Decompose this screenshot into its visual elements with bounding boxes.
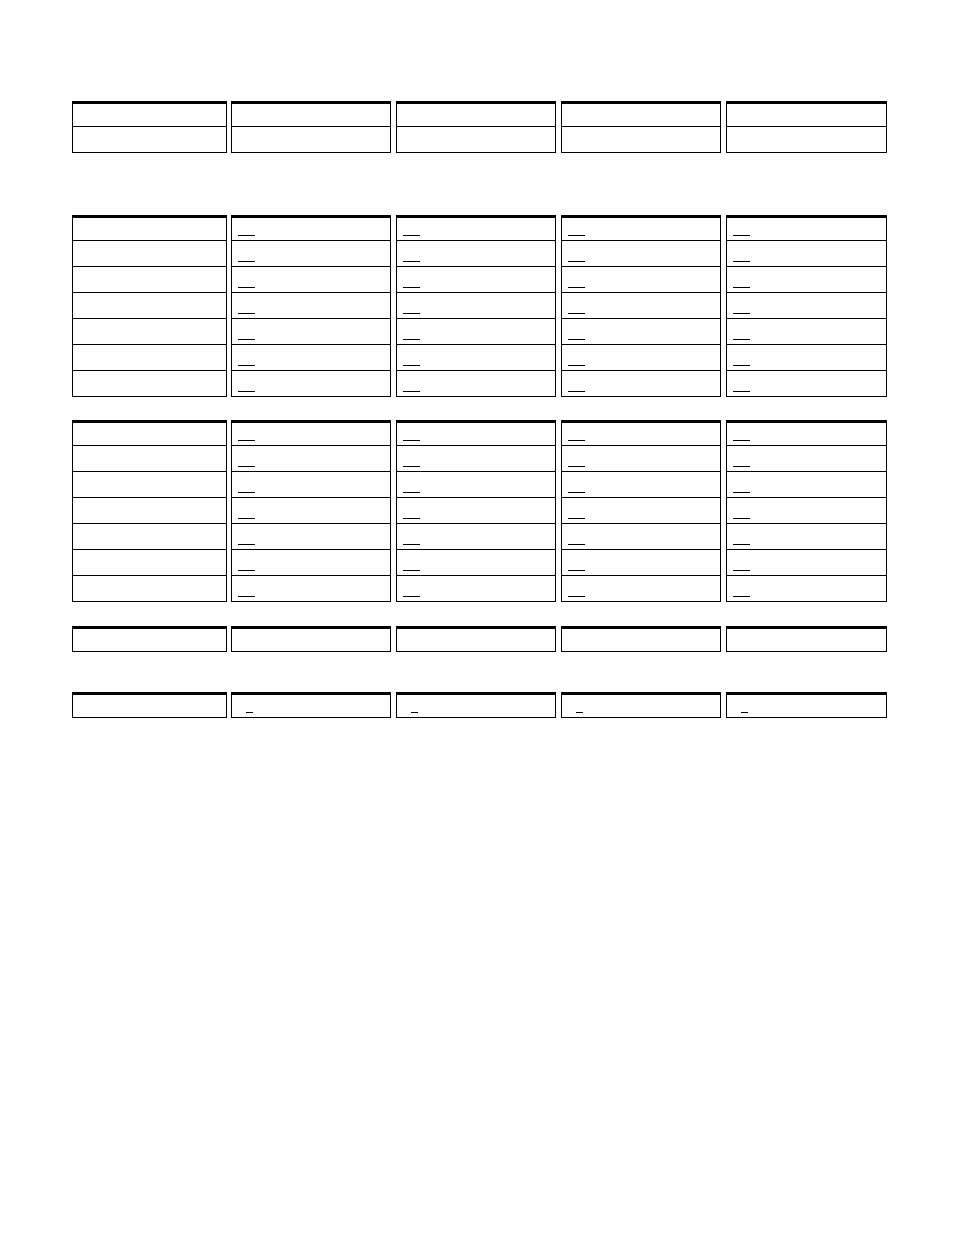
fill-blank [403,570,420,571]
table-cell [726,127,887,153]
fill-blank [238,261,255,262]
fill-blank [403,492,420,493]
table-cell [561,293,721,319]
table-cell [396,524,556,550]
table-row [72,127,887,153]
fill-blank [403,287,420,288]
fill-blank [238,287,255,288]
fill-blank [403,235,420,236]
table-row [72,550,887,576]
table-cell [72,215,227,241]
fill-blank [568,466,585,467]
table-cell [396,241,556,267]
fill-blank [238,570,255,571]
table-cell [72,692,227,718]
fill-blank [733,596,750,597]
table-row [72,345,887,371]
table-cell [72,524,227,550]
table-cell [231,293,391,319]
fill-blank [238,440,255,441]
table-row [72,692,887,718]
fill-blank [733,391,750,392]
table-cell [231,524,391,550]
table-cell [72,267,227,293]
fill-blank [238,518,255,519]
table-cell [231,267,391,293]
table-cell [726,692,887,718]
table-cell [396,550,556,576]
fill-blank [733,261,750,262]
table-row [72,215,887,241]
table-5 [72,692,887,718]
table-cell [561,319,721,345]
table-cell [561,692,721,718]
table-cell [72,576,227,602]
table-cell [72,319,227,345]
table-cell [396,371,556,397]
table-cell [726,472,887,498]
table-row [72,626,887,652]
table-cell [726,267,887,293]
table-cell [561,550,721,576]
table-cell [726,524,887,550]
fill-blank [733,339,750,340]
fill-blank [411,712,418,713]
fill-blank [733,518,750,519]
table-cell [561,241,721,267]
fill-blank [568,261,585,262]
fill-blank [733,492,750,493]
table-cell [561,626,721,652]
table-cell [396,498,556,524]
table-cell [396,319,556,345]
table-cell [72,446,227,472]
table-cell [396,692,556,718]
fill-blank [403,440,420,441]
fill-blank [403,544,420,545]
table-cell [726,550,887,576]
table-cell [231,692,391,718]
table-cell [561,524,721,550]
table-row [72,241,887,267]
fill-blank [568,518,585,519]
table-cell [72,345,227,371]
table-cell [561,371,721,397]
table-cell [72,241,227,267]
table-cell [231,371,391,397]
table-cell [396,345,556,371]
table-cell [396,472,556,498]
fill-blank [733,365,750,366]
table-1 [72,101,887,153]
table-cell [726,101,887,127]
table-cell [561,101,721,127]
table-cell [72,498,227,524]
table-cell [231,498,391,524]
table-row [72,293,887,319]
fill-blank [568,391,585,392]
table-2 [72,215,887,397]
fill-blank [568,365,585,366]
table-row [72,576,887,602]
fill-blank [403,466,420,467]
table-cell [396,267,556,293]
fill-blank [733,570,750,571]
fill-blank [733,287,750,288]
table-cell [561,127,721,153]
table-cell [231,215,391,241]
table-cell [726,241,887,267]
table-row [72,101,887,127]
fill-blank [568,596,585,597]
table-cell [72,420,227,446]
table-cell [561,498,721,524]
table-row [72,319,887,345]
fill-blank [238,492,255,493]
table-cell [726,371,887,397]
table-cell [231,550,391,576]
fill-blank [568,492,585,493]
table-row [72,498,887,524]
fill-blank [733,544,750,545]
table-cell [231,472,391,498]
table-cell [726,498,887,524]
table-cell [726,420,887,446]
table-cell [231,420,391,446]
fill-blank [238,313,255,314]
fill-blank [733,235,750,236]
table-cell [396,127,556,153]
table-cell [72,293,227,319]
fill-blank [733,313,750,314]
table-cell [231,576,391,602]
table-row [72,446,887,472]
fill-blank [238,365,255,366]
fill-blank [238,466,255,467]
fill-blank [238,339,255,340]
fill-blank [403,596,420,597]
table-cell [726,446,887,472]
table-cell [396,420,556,446]
table-cell [561,576,721,602]
table-cell [72,101,227,127]
table-cell [726,626,887,652]
table-cell [231,101,391,127]
table-cell [231,626,391,652]
table-row [72,420,887,446]
table-row [72,524,887,550]
table-cell [396,446,556,472]
fill-blank [576,712,583,713]
fill-blank [403,391,420,392]
table-cell [726,576,887,602]
fill-blank [733,440,750,441]
fill-blank [403,365,420,366]
fill-blank [568,339,585,340]
table-cell [231,319,391,345]
table-cell [561,215,721,241]
fill-blank [568,440,585,441]
table-cell [231,345,391,371]
table-cell [231,241,391,267]
table-cell [726,293,887,319]
table-cell [561,420,721,446]
table-cell [72,550,227,576]
table-row [72,371,887,397]
fill-blank [403,518,420,519]
table-cell [72,371,227,397]
table-cell [726,215,887,241]
table-4 [72,626,887,652]
table-row [72,267,887,293]
table-cell [396,576,556,602]
table-cell [231,127,391,153]
table-3 [72,420,887,602]
fill-blank [238,544,255,545]
table-cell [72,127,227,153]
fill-blank [403,261,420,262]
table-cell [396,626,556,652]
fill-blank [246,712,253,713]
fill-blank [568,287,585,288]
table-cell [72,626,227,652]
table-cell [231,446,391,472]
fill-blank [741,712,748,713]
fill-blank [568,235,585,236]
table-cell [561,446,721,472]
table-row [72,472,887,498]
table-cell [561,472,721,498]
fill-blank [238,596,255,597]
table-cell [561,267,721,293]
fill-blank [238,235,255,236]
table-cell [726,345,887,371]
fill-blank [238,391,255,392]
table-cell [72,472,227,498]
fill-blank [568,544,585,545]
table-cell [726,319,887,345]
fill-blank [568,313,585,314]
fill-blank [733,466,750,467]
table-cell [396,101,556,127]
fill-blank [403,313,420,314]
fill-blank [568,570,585,571]
table-cell [561,345,721,371]
table-cell [396,215,556,241]
fill-blank [403,339,420,340]
table-cell [396,293,556,319]
